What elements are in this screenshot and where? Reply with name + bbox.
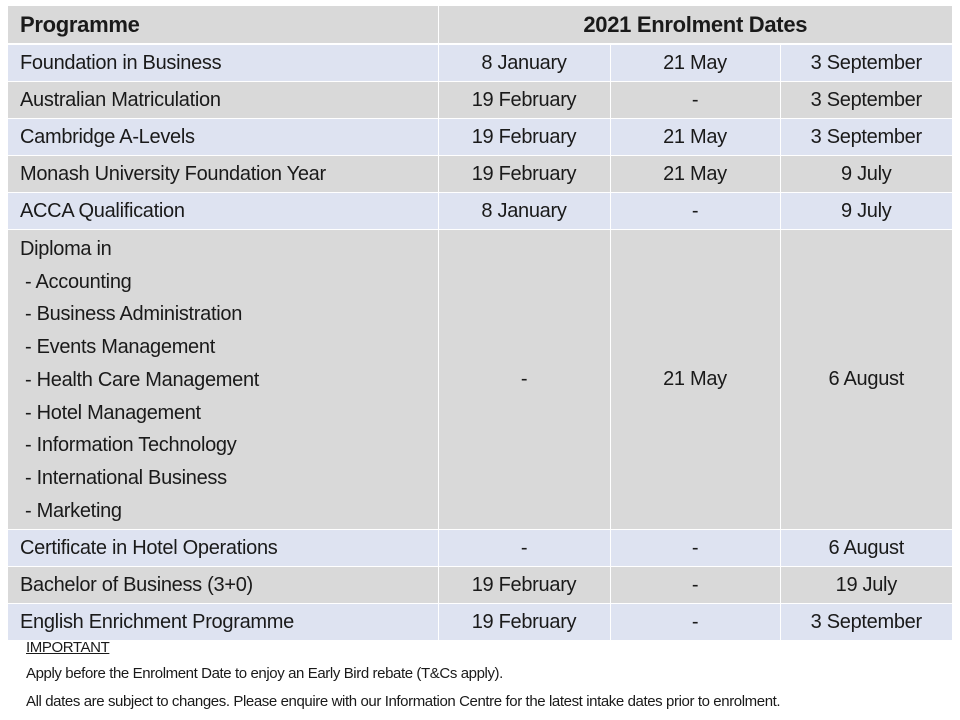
diploma-sub-item: - Health Care Management (25, 368, 260, 391)
enrolment-date-1: 19 February (438, 567, 610, 604)
programme-name: English Enrichment Programme (8, 604, 438, 641)
diploma-sub-item: - Business Administration (25, 303, 243, 326)
enrolment-table-wrapper (8, 6, 952, 641)
enrolment-date-3: 3 September (780, 82, 952, 119)
enrolment-dates-table (8, 6, 952, 641)
table-header-row (8, 6, 952, 44)
diploma-sub-item: - International Business (25, 466, 227, 489)
enrolment-date-1: 8 January (438, 44, 610, 82)
enrolment-date-3: 6 August (780, 230, 952, 530)
table-row-diploma (8, 230, 952, 530)
enrolment-date-2: 21 May (610, 119, 780, 156)
enrolment-date-2: 21 May (610, 230, 780, 530)
table-row (8, 119, 952, 156)
table-row (8, 44, 952, 82)
enrolment-date-2: 21 May (610, 156, 780, 193)
enrolment-date-2: - (610, 567, 780, 604)
important-notes (26, 636, 780, 716)
enrolment-date-3: 6 August (780, 530, 952, 567)
enrolment-date-1: 19 February (438, 119, 610, 156)
enrolment-date-1: 19 February (438, 82, 610, 119)
enrolment-date-3: 3 September (780, 119, 952, 156)
programme-column-header: Programme (8, 6, 438, 44)
early-bird-note: Apply before the Enrolment Date to enjoy an Early Bird rebate (T&Cs apply). (26, 665, 503, 682)
enrolment-date-1: 19 February (438, 156, 610, 193)
diploma-sub-item: - Events Management (25, 336, 215, 359)
programme-name: Foundation in Business (8, 44, 438, 82)
table-row (8, 567, 952, 604)
table-row (8, 530, 952, 567)
programme-name: Australian Matriculation (8, 82, 438, 119)
notes-heading: IMPORTANT (26, 639, 110, 656)
enrolment-date-2: - (610, 193, 780, 230)
table-row (8, 193, 952, 230)
enrolment-date-2: - (610, 530, 780, 567)
programme-name: ACCA Qualification (8, 193, 438, 230)
table-row (8, 156, 952, 193)
programme-name: Certificate in Hotel Operations (8, 530, 438, 567)
diploma-sub-item: - Information Technology (25, 434, 237, 457)
enrolment-date-3: 3 September (780, 604, 952, 641)
programme-name: Cambridge A-Levels (8, 119, 438, 156)
enrolment-date-2: 21 May (610, 44, 780, 82)
enrolment-date-3: 9 July (780, 156, 952, 193)
dates-subject-to-change-note: All dates are subject to changes. Please enquire with our Information Centre for the latest intake dates prior to enrolment. (26, 693, 781, 710)
enrolment-date-3: 3 September (780, 44, 952, 82)
programme-name-diploma (8, 230, 438, 530)
enrolment-date-3: 19 July (780, 567, 952, 604)
enrolment-dates-column-header: 2021 Enrolment Dates (438, 6, 952, 44)
enrolment-date-1: - (438, 230, 610, 530)
enrolment-date-1: - (438, 530, 610, 567)
programme-name: Bachelor of Business (3+0) (8, 567, 438, 604)
enrolment-date-1: 19 February (438, 604, 610, 641)
table-row (8, 82, 952, 119)
enrolment-date-2: - (610, 604, 780, 641)
diploma-heading: Diploma in (20, 238, 112, 260)
enrolment-date-3: 9 July (780, 193, 952, 230)
diploma-sub-item: - Marketing (25, 499, 122, 522)
programme-name: Monash University Foundation Year (8, 156, 438, 193)
enrolment-date-2: - (610, 82, 780, 119)
diploma-sub-item: - Hotel Management (25, 401, 201, 424)
diploma-sub-item: - Accounting (25, 270, 132, 293)
enrolment-date-1: 8 January (438, 193, 610, 230)
